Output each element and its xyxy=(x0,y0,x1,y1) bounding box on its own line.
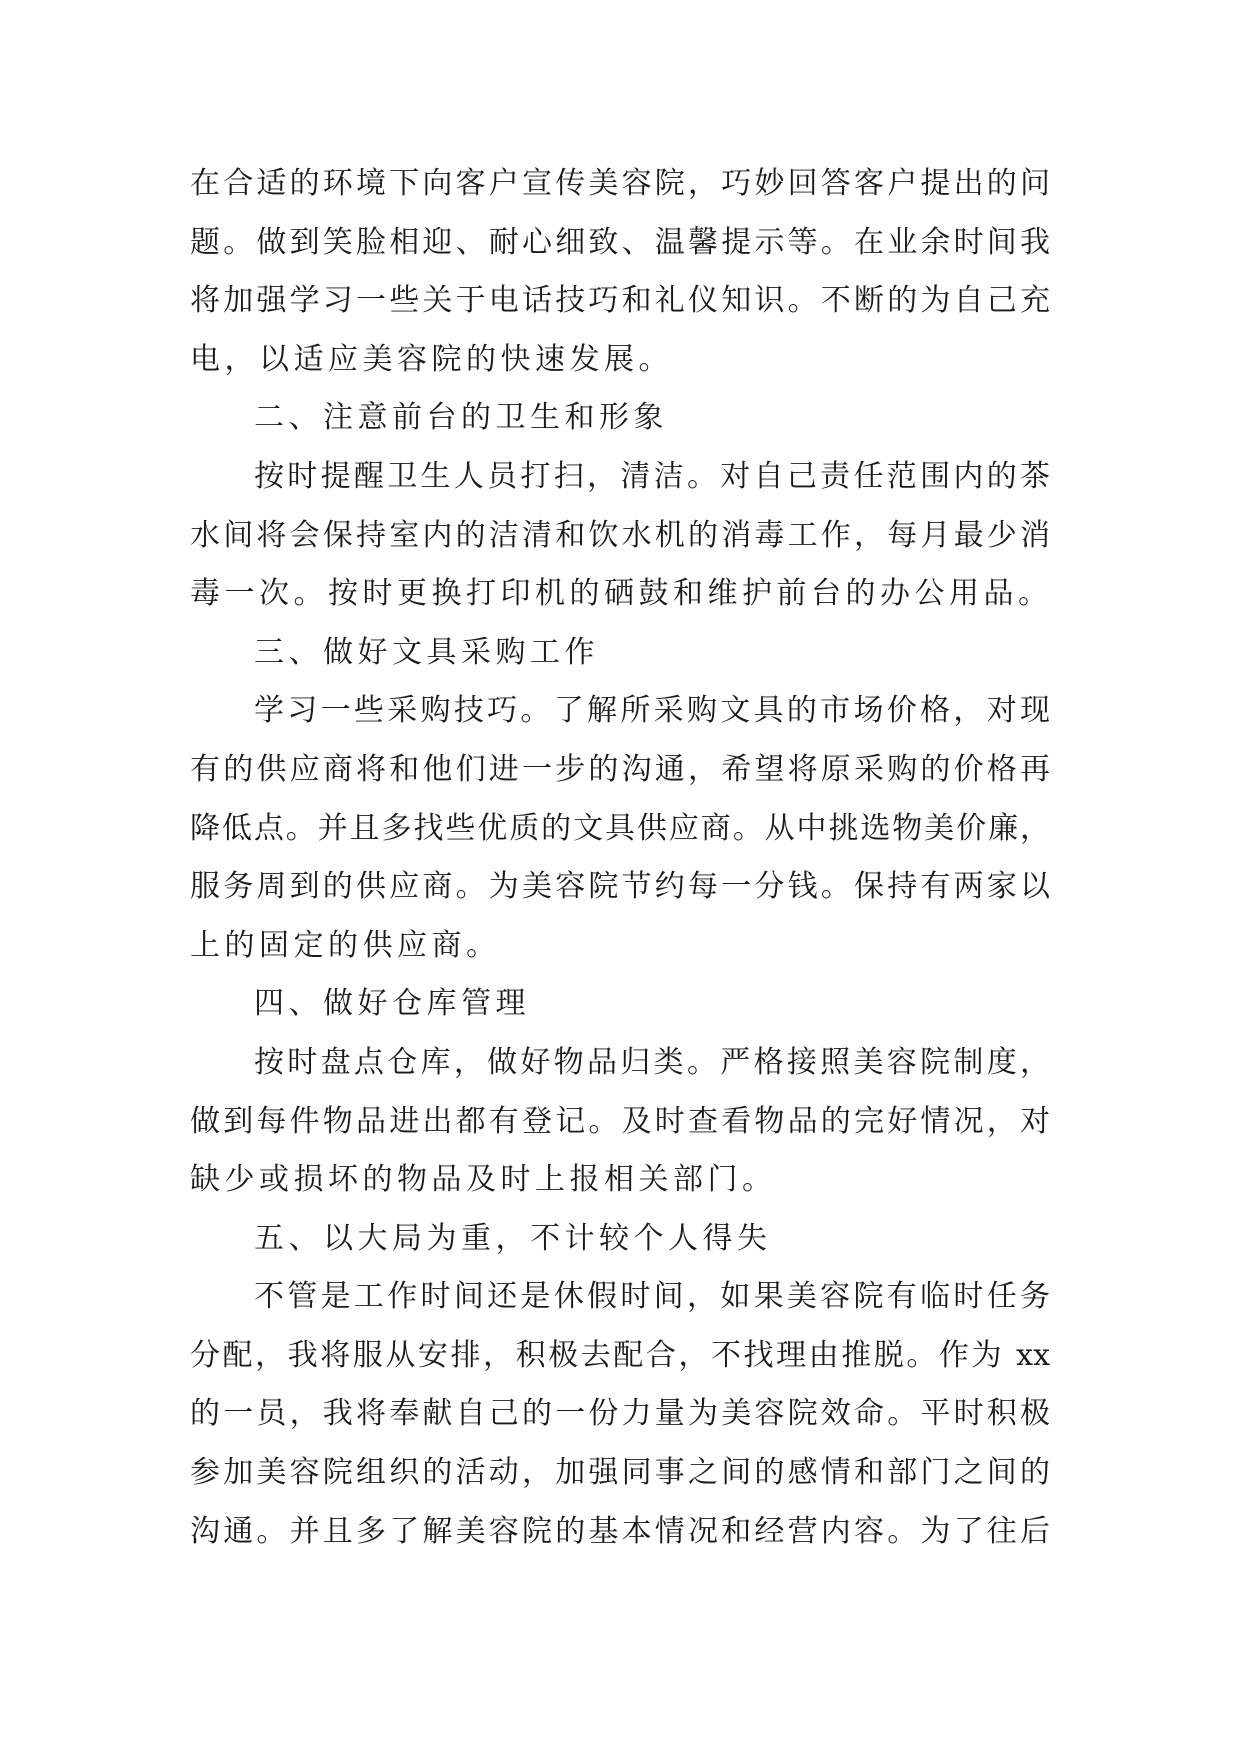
paragraph-line: 电，以适应美容院的快速发展。 xyxy=(190,341,673,377)
paragraph-line: 的一员，我将奉献自己的一份力量为美容院效命。平时积极 xyxy=(190,1396,1050,1432)
paragraph-line: 缺少或损坏的物品及时上报相关部门。 xyxy=(190,1162,777,1198)
section-heading: 二、注意前台的卫生和形象 xyxy=(254,400,668,436)
paragraph-line: 降低点。并且多找些优质的文具供应商。从中挑选物美价廉， xyxy=(190,810,1050,846)
section-heading: 三、做好文具采购工作 xyxy=(254,634,599,670)
paragraph-line: 按时盘点仓库，做好物品归类。严格接照美容院制度， xyxy=(254,1044,1050,1080)
paragraph-line: 做到每件物品进出都有登记。及时查看物品的完好情况，对 xyxy=(190,1103,1050,1139)
paragraph-line: 上的固定的供应商。 xyxy=(190,927,501,963)
paragraph-line: 将加强学习一些关于电话技巧和礼仪知识。不断的为自己充 xyxy=(190,283,1050,319)
paragraph-line: 沟通。并且多了解美容院的基本情况和经营内容。为了往后 xyxy=(190,1513,1050,1549)
paragraph-line: 水间将会保持室内的洁清和饮水机的消毒工作，每月最少消 xyxy=(190,517,1050,553)
paragraph-line: 不管是工作时间还是休假时间，如果美容院有临时任务 xyxy=(254,1279,1050,1315)
paragraph-line: 有的供应商将和他们进一步的沟通，希望将原采购的价格再 xyxy=(190,751,1050,787)
paragraph-line: 毒一次。按时更换打印机的硒鼓和维护前台的办公用品。 xyxy=(190,576,1053,612)
section-heading: 四、做好仓库管理 xyxy=(254,986,530,1022)
paragraph-line: 分配，我将服从安排，积极去配合，不找理由推脱。作为 xx xyxy=(190,1337,1050,1373)
paragraph-line: 按时提醒卫生人员打扫，清洁。对自己责任范围内的茶 xyxy=(254,458,1050,494)
paragraph-line: 学习一些采购技巧。了解所采购文具的市场价格，对现 xyxy=(254,693,1050,729)
paragraph-line: 参加美容院组织的活动，加强同事之间的感情和部门之间的 xyxy=(190,1455,1050,1491)
paragraph-line: 题。做到笑脸相迎、耐心细致、温馨提示等。在业余时间我 xyxy=(190,224,1050,260)
document-body xyxy=(190,155,1053,1561)
section-heading: 五、以大局为重，不计较个人得失 xyxy=(254,1220,772,1256)
paragraph-line: 在合适的环境下向客户宣传美容院，巧妙回答客户提出的问 xyxy=(190,166,1050,201)
paragraph-line: 服务周到的供应商。为美容院节约每一分钱。保持有两家以 xyxy=(190,869,1050,905)
